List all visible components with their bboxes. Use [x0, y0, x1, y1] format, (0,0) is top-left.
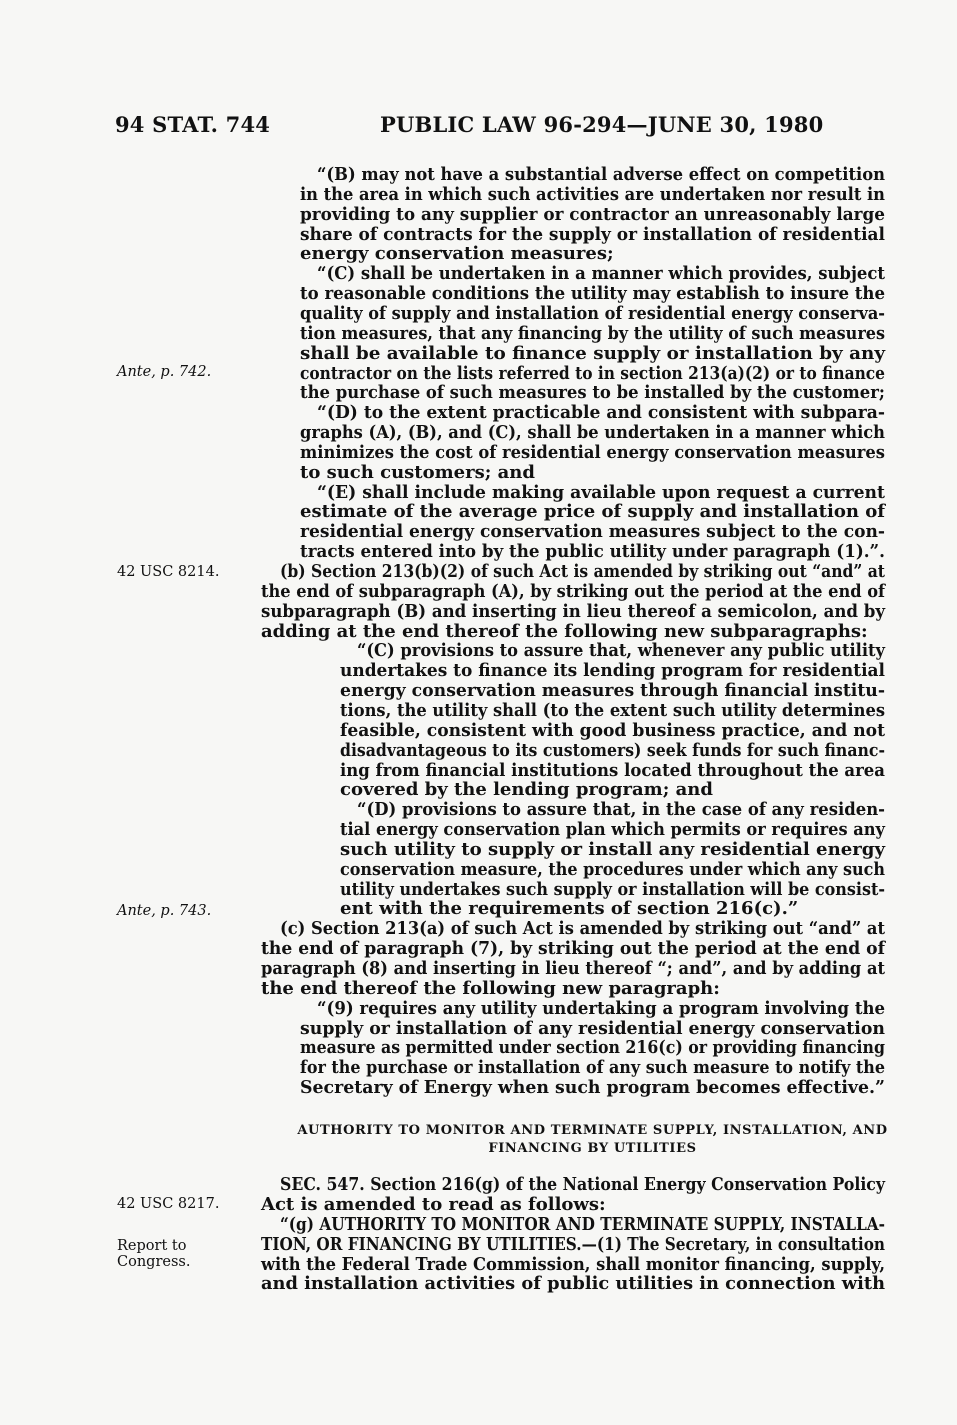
body-line: the purchase of such measures to be installed by the customer; [300, 382, 885, 404]
body-line: energy conservation measures; [300, 243, 614, 265]
body-line: quality of supply and installation of residential energy conserva- [300, 302, 885, 324]
body-line: contractor on the lists referred to in section 213(a)(2) or to finance [300, 362, 885, 384]
body-line: “(E) shall include making available upon request a current [317, 481, 885, 503]
body-line: “(D) to the extent practicable and consistent with subpara- [317, 402, 885, 424]
body-line: in the area in which such activities are undertaken nor result in [300, 183, 885, 205]
body-line: ent with the requirements of section 216(c).” [340, 898, 799, 920]
margin-note: Ante, p. 743. [117, 903, 212, 919]
body-line: TION, OR FINANCING BY UTILITIES.—(1) The Secretary, in consultation [261, 1234, 885, 1255]
body-line: estimate of the average price of supply and installation of [300, 501, 885, 523]
body-line: providing to any supplier or contractor an unreasonably large [300, 203, 885, 225]
stat-reference: 94 STAT. 744 [115, 112, 271, 137]
body-line: SEC. 547. Section 216(g) of the National Energy Conservation Policy [280, 1174, 885, 1195]
page-title: PUBLIC LAW 96-294—JUNE 30, 1980 [380, 112, 824, 137]
body-line: (c) Section 213(a) of such Act is amended by striking out “and” at [280, 918, 885, 940]
body-line: utility undertakes such supply or installation will be consist- [340, 878, 885, 900]
body-line: feasible, consistent with good business practice, and not [340, 719, 885, 741]
body-line: share of contracts for the supply or installation of residential [300, 223, 885, 245]
body-line: “(C) shall be undertaken in a manner which provides, subject [317, 263, 885, 285]
body-line: conservation measure, the procedures under which any such [340, 858, 885, 880]
body-line: with the Federal Trade Commission, shall monitor financing, supply, [261, 1254, 885, 1275]
body-line: covered by the lending program; and [340, 779, 713, 801]
body-line: undertakes to finance its lending program for residential [340, 660, 885, 682]
body-line: tial energy conservation plan which permits or requires any [340, 819, 885, 841]
body-line: “(D) provisions to assure that, in the case of any residen- [357, 799, 885, 821]
body-line: “(B) may not have a substantial adverse effect on competition [317, 164, 885, 185]
body-line: tion measures, that any financing by the utility of such measures [300, 322, 885, 344]
body-line: “(9) requires any utility undertaking a program involving the [317, 997, 885, 1019]
body-line: the end thereof the following new paragraph: [261, 977, 720, 999]
body-line: adding at the end thereof the following new subparagraphs: [261, 620, 868, 642]
body-line: residential energy conservation measures subject to the con- [300, 521, 885, 543]
body-line: and installation activities of public utilities in connection with [261, 1273, 885, 1294]
body-line: paragraph (8) and inserting in lieu thereof “; and”, and by adding at [261, 958, 885, 979]
margin-note: Report to [117, 1238, 187, 1254]
body-line: measure as permitted under section 216(c) or providing financing [300, 1037, 885, 1059]
body-line: for the purchase or installation of any such measure to notify the [300, 1057, 885, 1079]
body-line: tions, the utility shall (to the extent such utility determines [340, 699, 885, 721]
body-line: to reasonable conditions the utility may establish to insure the [300, 283, 885, 305]
margin-note: Ante, p. 742. [117, 364, 212, 380]
body-line: minimizes the cost of residential energy conservation measures [300, 441, 885, 463]
body-line: graphs (A), (B), and (C), shall be undertaken in a manner which [300, 422, 885, 444]
body-line: such utility to supply or install any residential energy [340, 838, 885, 860]
margin-note: Congress. [117, 1254, 191, 1270]
body-line: supply or installation of any residential energy conservation [300, 1017, 885, 1039]
body-line: the end of paragraph (7), by striking out the period at the end of [261, 938, 885, 960]
margin-note: 42 USC 8214. [117, 564, 220, 580]
body-line: “(g) AUTHORITY TO MONITOR AND TERMINATE SUPPLY, INSTALLA- [280, 1214, 885, 1235]
body-line: subparagraph (B) and inserting in lieu thereof a semicolon, and by [261, 600, 885, 622]
body-line: the end of subparagraph (A), by striking out the period at the end of [261, 580, 885, 602]
body-line: disadvantageous to its customers) seek funds for such financ- [340, 739, 885, 761]
body-line: (b) Section 213(b)(2) of such Act is amended by striking out “and” at [280, 561, 885, 582]
body-line: Secretary of Energy when such program becomes effective.” [300, 1077, 885, 1099]
body-line: ing from financial institutions located throughout the area [340, 759, 885, 781]
margin-note: 42 USC 8217. [117, 1196, 220, 1212]
body-line: “(C) provisions to assure that, whenever any public utility [357, 640, 885, 662]
body-line: shall be available to finance supply or installation by any [300, 342, 885, 364]
body-line: Act is amended to read as follows: [261, 1194, 606, 1215]
section-heading: FINANCING BY UTILITIES [488, 1141, 697, 1156]
section-heading: AUTHORITY TO MONITOR AND TERMINATE SUPPLY, INSTALLATION, AND [297, 1123, 888, 1138]
body-line: energy conservation measures through financial institu- [340, 680, 885, 702]
body-line: to such customers; and [300, 461, 535, 483]
body-line: tracts entered into by the public utility under paragraph (1).”. [300, 541, 885, 563]
